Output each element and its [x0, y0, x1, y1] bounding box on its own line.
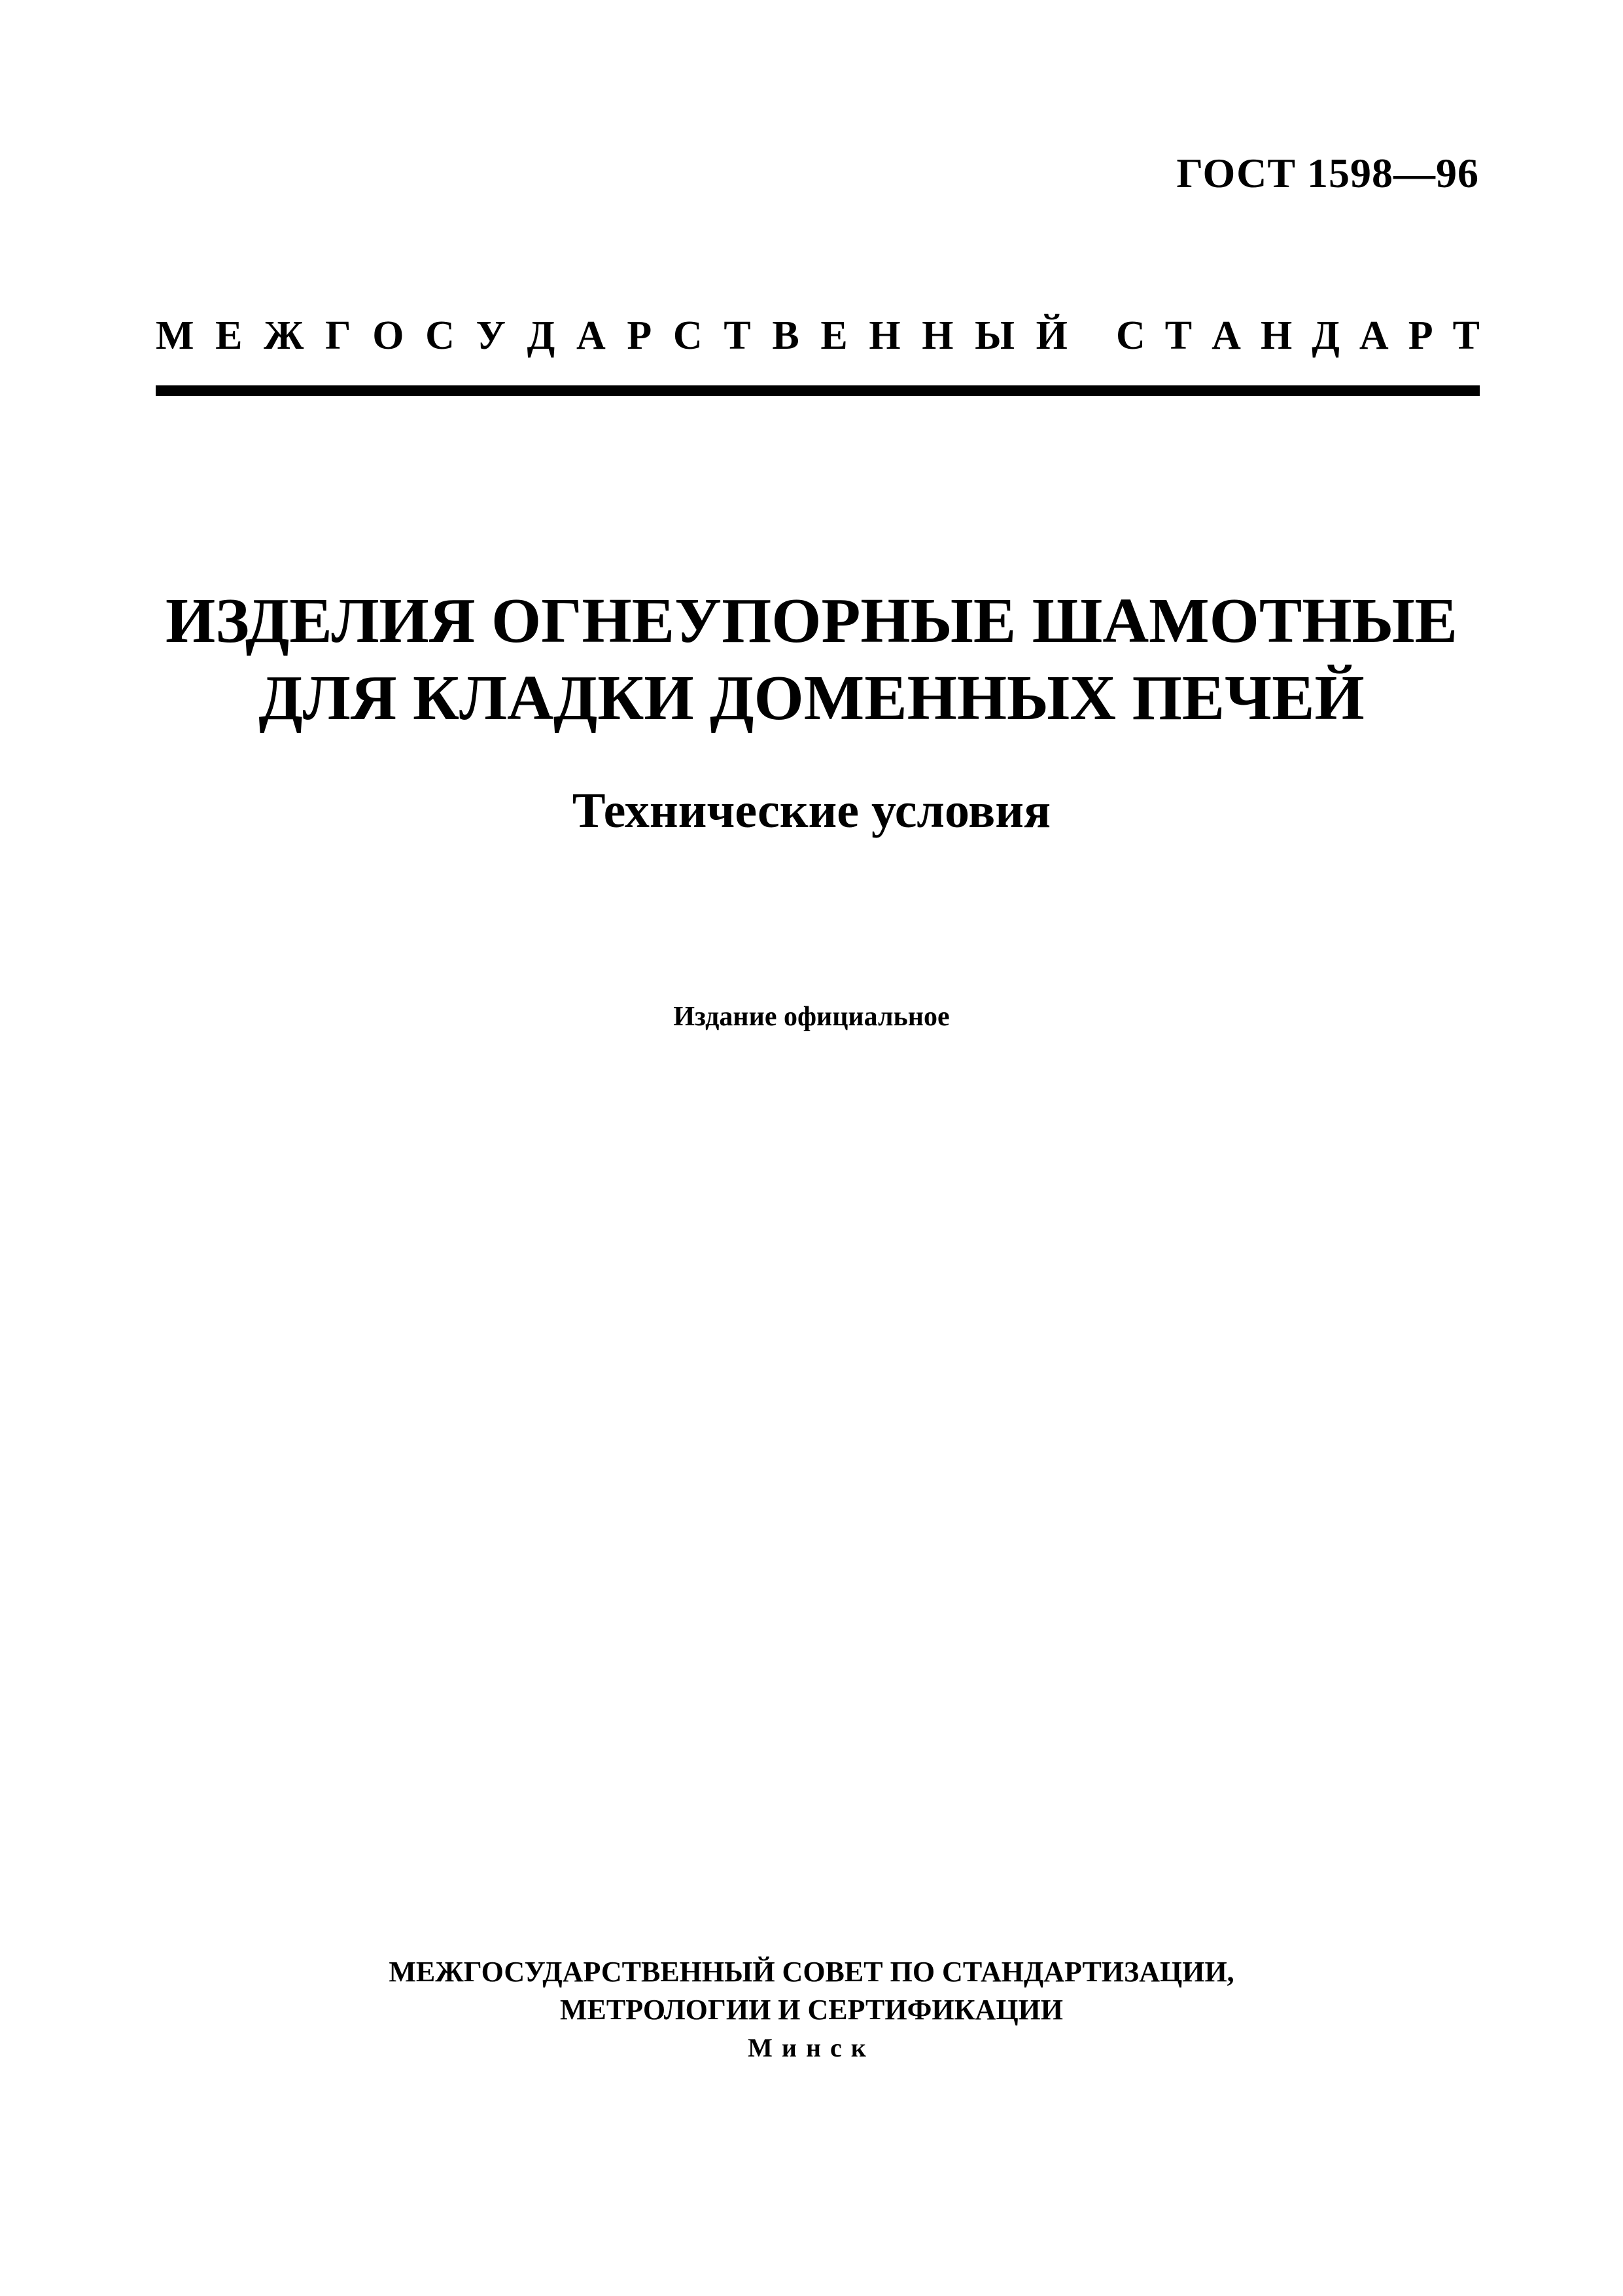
spaced-letter: М — [156, 313, 194, 358]
spaced-letter: Ы — [975, 313, 1015, 358]
spaced-letter: Р — [627, 313, 652, 358]
spaced-letter: Е — [820, 313, 848, 358]
spaced-letter: Ж — [264, 313, 304, 358]
publisher-line-2: МЕТРОЛОГИИ И СЕРТИФИКАЦИИ — [559, 1994, 1064, 2026]
standard-type-heading — [156, 313, 1480, 359]
header-rule — [156, 385, 1480, 396]
publisher-block — [0, 1953, 1623, 2067]
spaced-letter: Й — [1036, 313, 1068, 358]
spaced-letter: С — [425, 313, 455, 358]
spaced-letter: А — [1212, 313, 1241, 358]
edition-note: Издание официальное — [673, 1002, 950, 1032]
spaced-letter: Р — [1408, 313, 1433, 358]
document-title — [0, 582, 1623, 737]
spaced-letter: В — [772, 313, 799, 358]
spaced-letter: С — [672, 313, 703, 358]
spaced-letter: А — [576, 313, 606, 358]
publisher-line-1: МЕЖГОСУДАРСТВЕННЫЙ СОВЕТ ПО СТАНДАРТИЗАЦИИ, — [389, 1956, 1234, 1988]
spaced-letter: А — [1359, 313, 1389, 358]
spaced-letter: Н — [869, 313, 901, 358]
spaced-letter: Т — [1452, 313, 1480, 358]
spaced-letter: Т — [724, 313, 751, 358]
standard-type-word-interstate — [156, 313, 1068, 359]
standard-type-word-standard — [1116, 313, 1480, 359]
spaced-letter: Н — [1260, 313, 1293, 358]
spaced-letter: Е — [215, 313, 243, 358]
document-title-line-2: ДЛЯ КЛАДКИ ДОМЕННЫХ ПЕЧЕЙ — [258, 663, 1365, 733]
spaced-letter: Т — [1164, 313, 1193, 358]
spaced-letter: Д — [527, 313, 555, 358]
spaced-letter: Г — [325, 313, 351, 358]
spaced-letter: С — [1116, 313, 1145, 358]
standard-designation: ГОСТ 1598—96 — [1176, 150, 1479, 196]
publisher-city: Минск — [748, 2033, 875, 2062]
spaced-letter: О — [372, 313, 404, 358]
spaced-letter: Н — [922, 313, 954, 358]
document-subtitle: Технические условия — [572, 783, 1051, 838]
spaced-letter: У — [476, 313, 506, 358]
spaced-letter: Д — [1312, 313, 1340, 358]
document-title-line-1: ИЗДЕЛИЯ ОГНЕУПОРНЫЕ ШАМОТНЫЕ — [165, 586, 1458, 656]
